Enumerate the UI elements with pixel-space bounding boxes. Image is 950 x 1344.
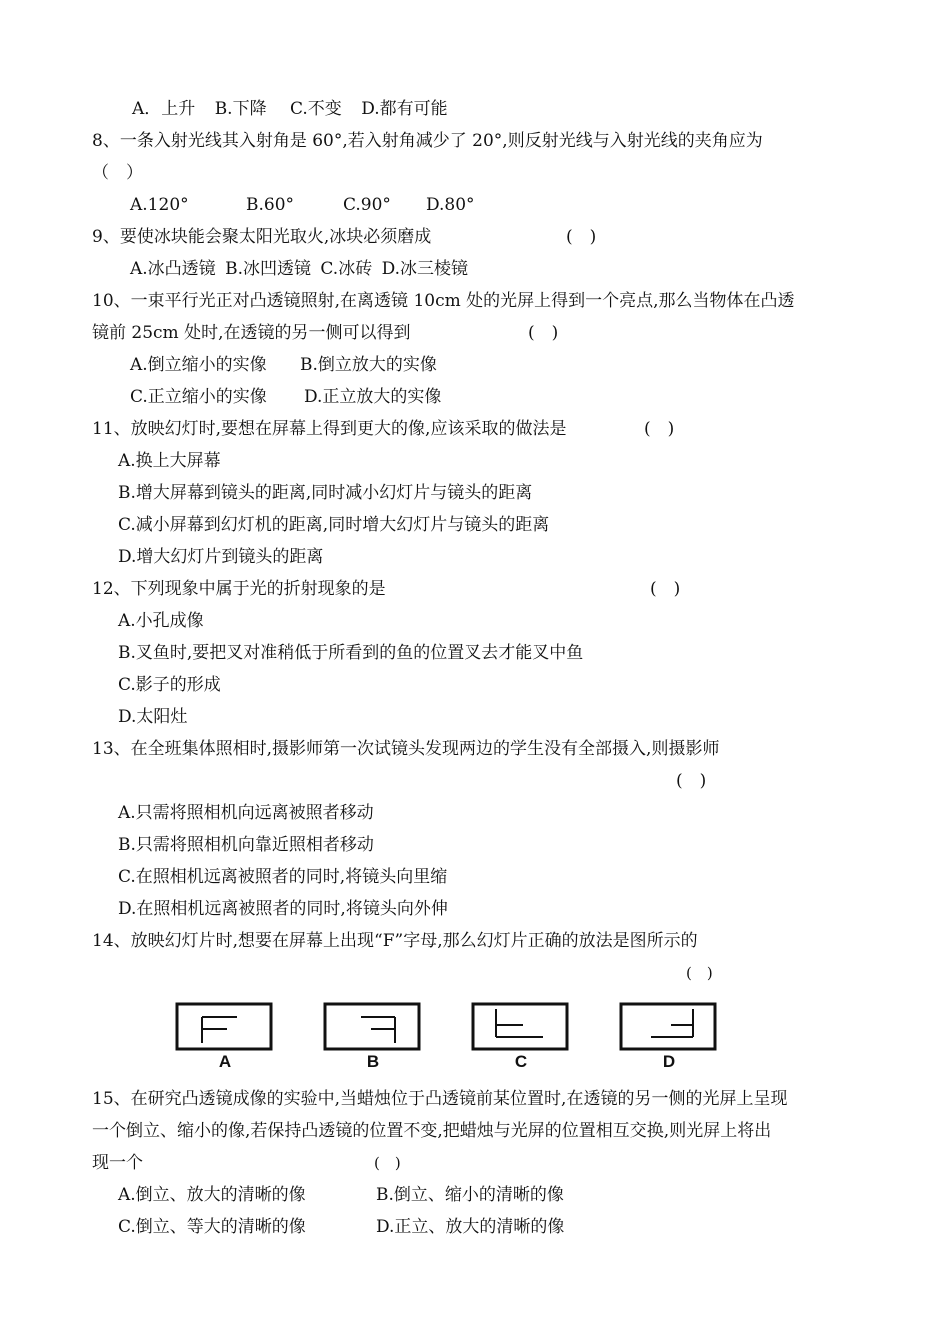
q15-answer-paren: ( ): [374, 1154, 401, 1172]
q15-option-d: D.正立、放大的清晰的像: [376, 1217, 565, 1237]
figure-label-b: B: [366, 1052, 380, 1071]
q10-options-row2: [130, 386, 441, 408]
q9-stem: 9、要使冰块能会聚太阳光取火,冰块必须磨成: [92, 227, 432, 247]
figure-option-d: [619, 1000, 719, 1072]
q10-stem-line2: 镜前 25cm 处时,在透镜的另一侧可以得到: [92, 323, 411, 343]
q8-option-c: C.90°: [343, 195, 391, 215]
q13-option-b: B.只需将照相机向靠近照相者移动: [118, 835, 374, 855]
q9-options: [130, 258, 468, 280]
q8-stem-line1: 8、一条入射光线其入射角是 60°,若入射角减少了 20°,则反射光线与入射光线的夹角应为: [92, 131, 763, 151]
q12-option-c: C.影子的形成: [118, 675, 221, 695]
q13-option-a: A.只需将照相机向远离被照者移动: [118, 803, 374, 823]
q7-option-c: C.不变: [290, 99, 342, 119]
q7-options: [132, 98, 448, 120]
figure-option-b: [323, 1000, 423, 1072]
q10-option-b: B.倒立放大的实像: [300, 355, 437, 375]
q10-answer-paren: ( ): [528, 323, 559, 343]
q12-option-a: A.小孔成像: [118, 611, 204, 631]
q13-option-c: C.在照相机远离被照者的同时,将镜头向里缩: [118, 867, 448, 887]
q8-option-d: D.80°: [426, 195, 475, 215]
slide-a-glyph: [175, 1000, 275, 1052]
figure-option-c: [471, 1000, 571, 1072]
q9-option-b: B.冰凹透镜: [225, 259, 311, 279]
q11-answer-paren: ( ): [644, 419, 675, 439]
q14-figure: [170, 1000, 730, 1072]
figure-label-c: C: [514, 1052, 528, 1071]
q7-option-a: A．上升: [132, 99, 196, 119]
q12-stem: 12、下列现象中属于光的折射现象的是: [92, 579, 386, 599]
figure-label-d: D: [662, 1052, 676, 1071]
q7-option-b: B.下降: [214, 99, 267, 119]
q13-option-d: D.在照相机远离被照者的同时,将镜头向外伸: [118, 899, 448, 919]
q11-option-b: B.增大屏幕到镜头的距离,同时减小幻灯片与镜头的距离: [118, 483, 533, 503]
q15-stem-line2: 一个倒立、缩小的像,若保持凸透镜的位置不变,把蜡烛与光屏的位置相互交换,则光屏上将出: [92, 1121, 772, 1141]
q9-option-d: D.冰三棱镜: [381, 259, 469, 279]
q14-stem: 14、放映幻灯片时,想要在屏幕上出现“F”字母,那么幻灯片正确的放法是图所示的: [92, 931, 698, 951]
q15-stem-line1: 15、在研究凸透镜成像的实验中,当蜡烛位于凸透镜前某位置时,在透镜的另一侧的光屏上呈现: [92, 1089, 788, 1109]
q11-option-c: C.减小屏幕到幻灯机的距离,同时增大幻灯片与镜头的距离: [118, 515, 550, 535]
q15-options-row2: [118, 1216, 564, 1238]
q11-option-a: A.换上大屏幕: [118, 451, 221, 471]
q13-stem: 13、在全班集体照相时,摄影师第一次试镜头发现两边的学生没有全部摄入,则摄影师: [92, 739, 720, 759]
q11-stem: 11、放映幻灯时,要想在屏幕上得到更大的像,应该采取的做法是: [92, 419, 567, 439]
q9-option-a: A.冰凸透镜: [130, 259, 216, 279]
q15-option-c: C.倒立、等大的清晰的像: [118, 1217, 306, 1237]
slide-c-glyph: [471, 1000, 571, 1052]
q15-option-b: B.倒立、缩小的清晰的像: [376, 1185, 564, 1205]
slide-d-glyph: [619, 1000, 719, 1052]
q15-options-row1: [118, 1184, 564, 1206]
q8-option-a: A.120°: [130, 195, 189, 215]
q10-stem-line1: 10、一束平行光正对凸透镜照射,在离透镜 10cm 处的光屏上得到一个亮点,那么当物体在凸透: [92, 291, 795, 311]
q7-option-d: D.都有可能: [361, 99, 448, 119]
q9-option-c: C.冰砖: [320, 259, 373, 279]
q8-options: [130, 194, 475, 216]
q8-answer-paren: （ ）: [92, 163, 143, 183]
q10-options-row1: [130, 354, 437, 376]
q13-answer-paren: ( ): [676, 771, 707, 791]
q8-option-b: B.60°: [246, 195, 295, 215]
figure-option-a: [175, 1000, 275, 1072]
q10-option-a: A.倒立缩小的实像: [130, 355, 267, 375]
q10-option-c: C.正立缩小的实像: [130, 387, 267, 407]
q12-option-b: B.叉鱼时,要把叉对准稍低于所看到的鱼的位置叉去才能叉中鱼: [118, 643, 584, 663]
q15-stem-line3: 现一个: [92, 1153, 143, 1173]
q15-option-a: A.倒立、放大的清晰的像: [118, 1185, 306, 1205]
q12-answer-paren: ( ): [650, 579, 681, 599]
q12-option-d: D.太阳灶: [118, 707, 188, 727]
q14-answer-paren: ( ): [686, 964, 713, 982]
q9-answer-paren: ( ): [566, 227, 597, 247]
q11-option-d: D.增大幻灯片到镜头的距离: [118, 547, 324, 567]
q10-option-d: D.正立放大的实像: [304, 387, 442, 407]
figure-label-a: A: [218, 1052, 232, 1071]
slide-b-glyph: [323, 1000, 423, 1052]
